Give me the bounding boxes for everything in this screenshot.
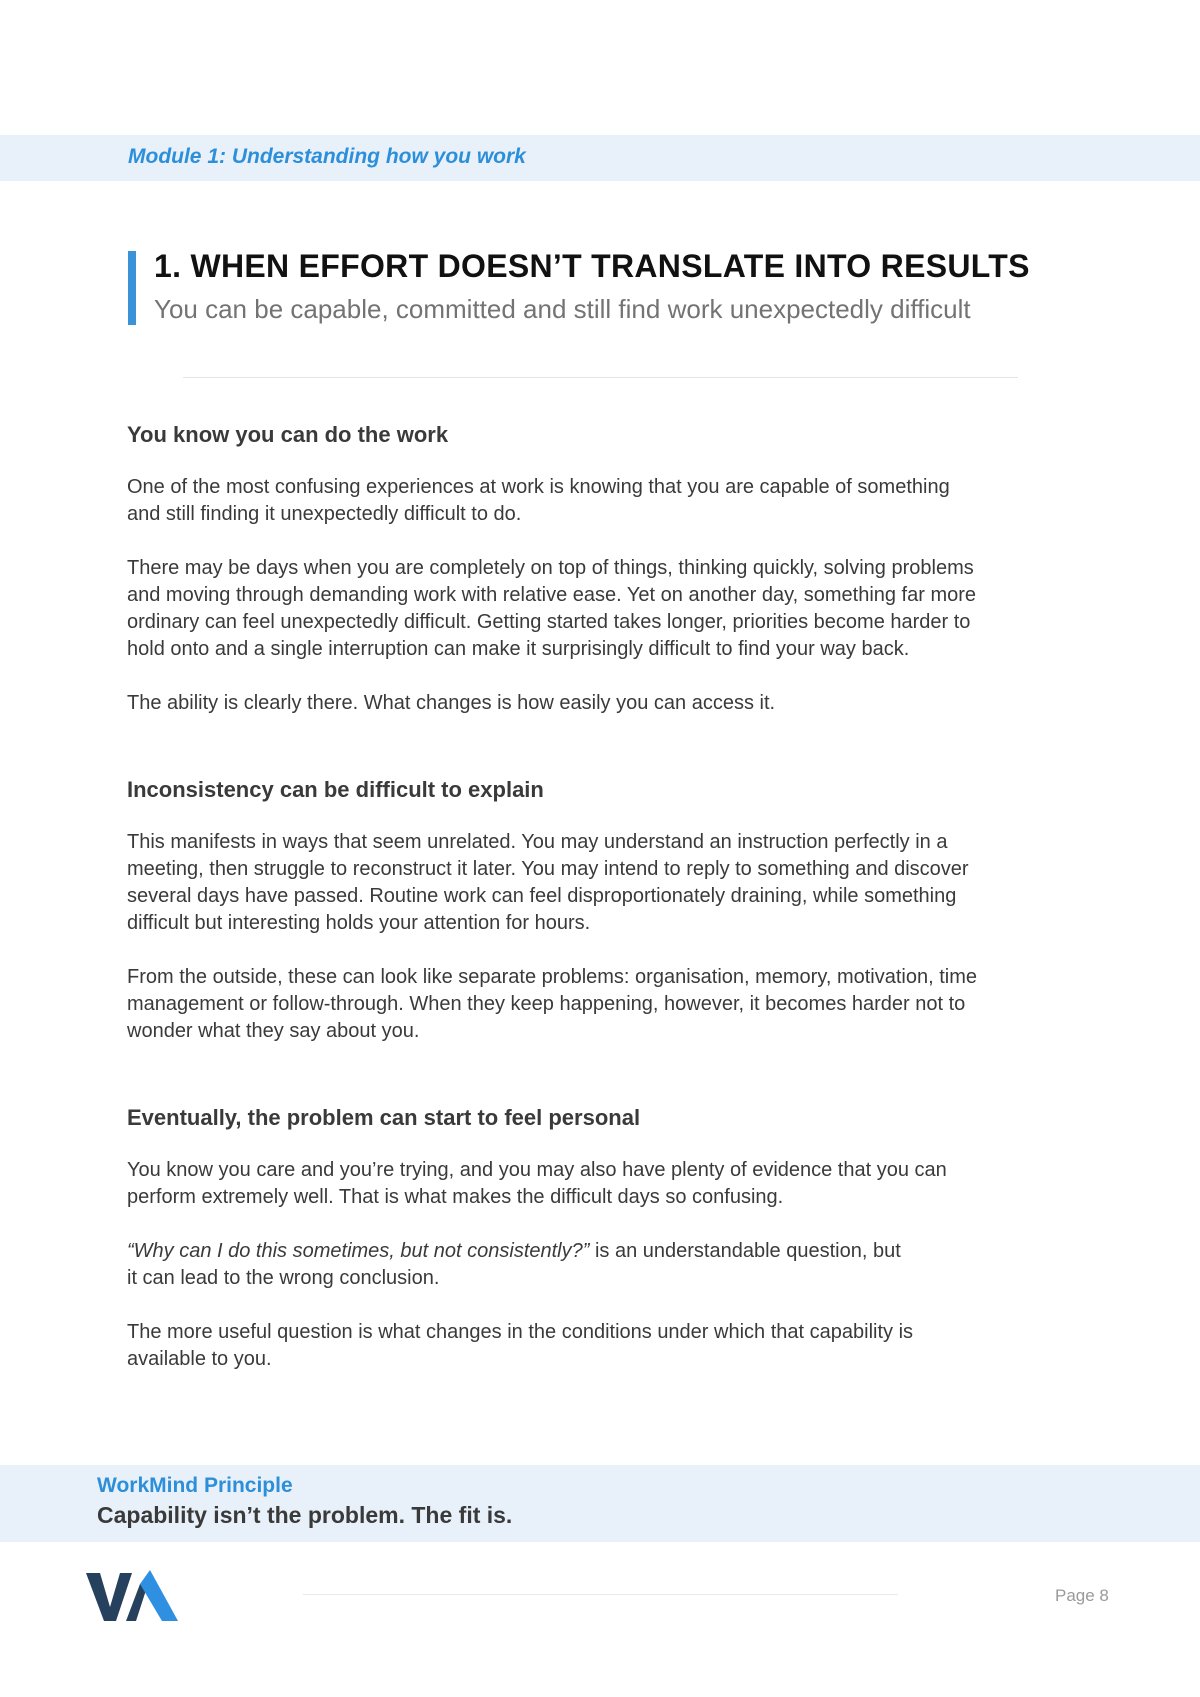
paragraph: One of the most confusing experiences at work is knowing that you are capable of something and still finding it unexpectedly difficult to do. (127, 476, 950, 525)
section-1 (127, 420, 987, 717)
main-content (127, 420, 987, 1400)
section-heading: Inconsistency can be difficult to explain (127, 777, 544, 802)
quote-paragraph (127, 1238, 987, 1292)
footer-line (303, 1594, 898, 1595)
section-2 (127, 775, 987, 1045)
paragraph: The more useful question is what changes in the conditions under which that capability is available to you. (127, 1321, 914, 1370)
quote-tail: is an understandable question, but (589, 1240, 901, 1262)
chapter-accent-bar (128, 251, 136, 325)
paragraph: The ability is clearly there. What changes is how easily you can access it. (127, 692, 776, 714)
section-heading: You know you can do the work (127, 422, 449, 447)
paragraph: There may be days when you are completely on top of things, thinking quickly, solving problems and moving through demanding work with relative ease. Yet on another day, something far more ordinary can feel unexpectedly difficult. Getting started takes longer, priorities become harder to hold onto and a single interruption can make it surprisingly difficult to find your way back. (127, 557, 977, 660)
page-number: Page 8 (1055, 1586, 1109, 1605)
section-divider (183, 377, 1018, 378)
paragraph: You know you care and you’re trying, and you may also have plenty of evidence that you can perform extremely well. That is what makes the difficult days so confusing. (127, 1159, 947, 1208)
workmind-logo-icon (86, 1570, 178, 1624)
principle-text: Capability isn’t the problem. The fit is. (97, 1502, 513, 1528)
section-3 (127, 1103, 987, 1373)
section-heading: Eventually, the problem can start to feel personal (127, 1105, 641, 1130)
chapter-subtitle: You can be capable, committed and still find work unexpectedly difficult (154, 294, 971, 324)
chapter-title: 1. WHEN EFFORT DOESN’T TRANSLATE INTO RESULTS (154, 248, 1030, 284)
paragraph: From the outside, these can look like separate problems: organisation, memory, motivation, time management or follow-through. When they keep happening, however, it becomes harder not to wonder what they say about you. (127, 966, 978, 1042)
module-title: Module 1: Understanding how you work (128, 145, 526, 168)
italic-quote: “Why can I do this sometimes, but not consistently?” (127, 1240, 590, 1262)
principle-label: WorkMind Principle (97, 1474, 293, 1497)
quote-continuation: it can lead to the wrong conclusion. (127, 1267, 440, 1289)
paragraph: This manifests in ways that seem unrelated. You may understand an instruction perfectly in a meeting, then struggle to reconstruct it later. You may intend to reply to something and discover several days have passed. Routine work can feel disproportionately draining, while something difficult but interesting holds your attention for hours. (127, 831, 969, 934)
